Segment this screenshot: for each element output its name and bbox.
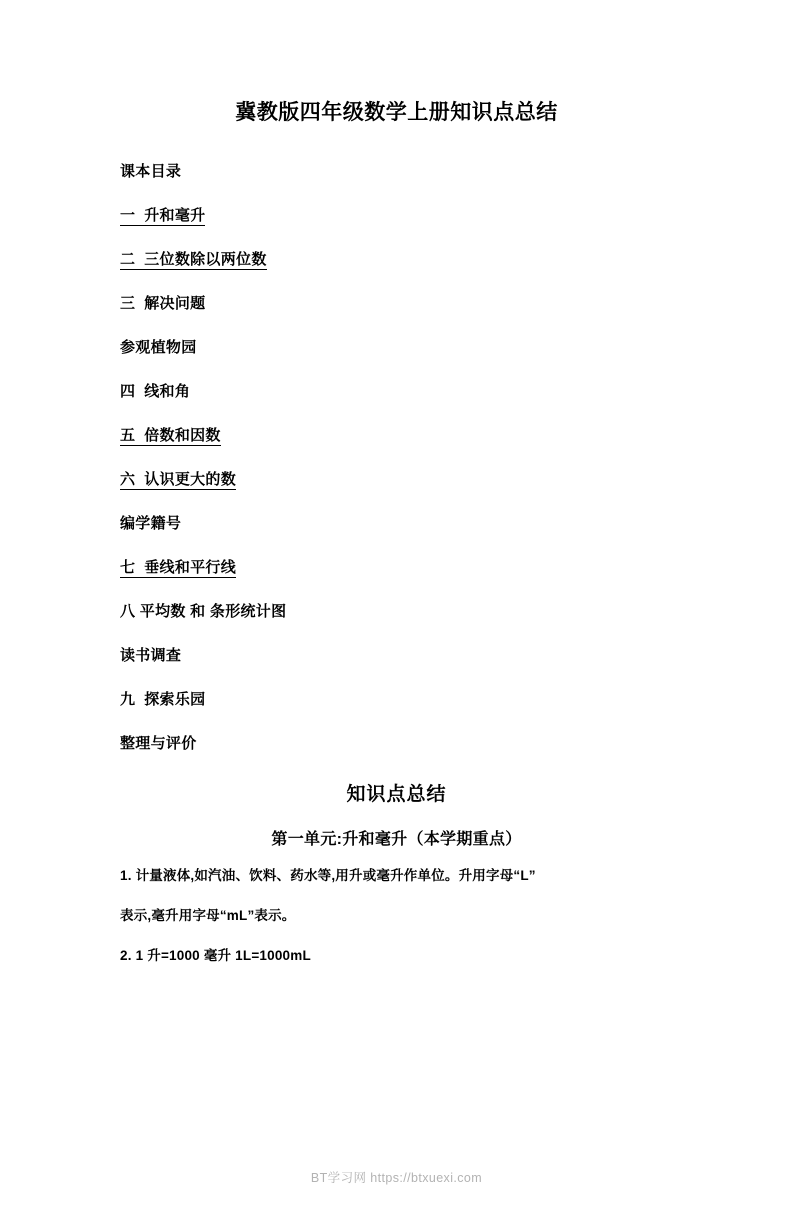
body-paragraph-2: 表示,毫升用字母“mL”表示。	[120, 908, 296, 923]
toc-item-8[interactable]	[120, 512, 673, 533]
toc-item-label: 九 探索乐园	[120, 691, 206, 708]
unit-title: 第一单元:升和毫升（本学期重点）	[271, 831, 522, 848]
page-title: 冀教版四年级数学上册知识点总结	[235, 101, 558, 124]
toc-heading: 课本目录	[120, 163, 182, 180]
document-page	[0, 96, 793, 1218]
toc-item-label: 参观植物园	[120, 339, 197, 356]
toc-item-2[interactable]	[120, 248, 673, 269]
toc-item-5[interactable]	[120, 380, 673, 401]
toc-item-label: 四 线和角	[120, 383, 191, 400]
toc-item-4[interactable]	[120, 336, 673, 357]
toc-item-1[interactable]	[120, 204, 673, 225]
toc-item-10[interactable]	[120, 600, 673, 621]
toc-item-label: 六 认识更大的数	[120, 471, 237, 488]
toc-item-label: 七 垂线和平行线	[120, 559, 237, 576]
toc-item-label: 三 解决问题	[120, 295, 206, 312]
toc-item-label: 一 升和毫升	[120, 207, 206, 224]
body-paragraph-1: 1. 计量液体,如汽油、饮料、药水等,用升或毫升作单位。升用字母“L”	[120, 868, 536, 883]
toc-item-3[interactable]	[120, 292, 673, 313]
toc-item-label: 整理与评价	[120, 735, 197, 752]
toc-item-6[interactable]	[120, 424, 673, 445]
table-of-contents	[120, 160, 673, 753]
toc-item-label: 八 平均数 和 条形统计图	[120, 603, 287, 620]
toc-item-12[interactable]	[120, 688, 673, 709]
toc-item-11[interactable]	[120, 644, 673, 665]
watermark: BT学习网 https://btxuexi.com	[310, 1171, 483, 1185]
toc-item-label: 五 倍数和因数	[120, 427, 221, 444]
toc-item-label: 二 三位数除以两位数	[120, 251, 267, 268]
toc-item-13[interactable]	[120, 732, 673, 753]
body-paragraph-3: 2. 1 升=1000 毫升 1L=1000mL	[120, 948, 311, 963]
toc-item-9[interactable]	[120, 556, 673, 577]
toc-item-label: 编学籍号	[120, 515, 182, 532]
toc-item-label: 读书调查	[120, 647, 182, 664]
toc-item-7[interactable]	[120, 468, 673, 489]
summary-title: 知识点总结	[346, 784, 447, 805]
